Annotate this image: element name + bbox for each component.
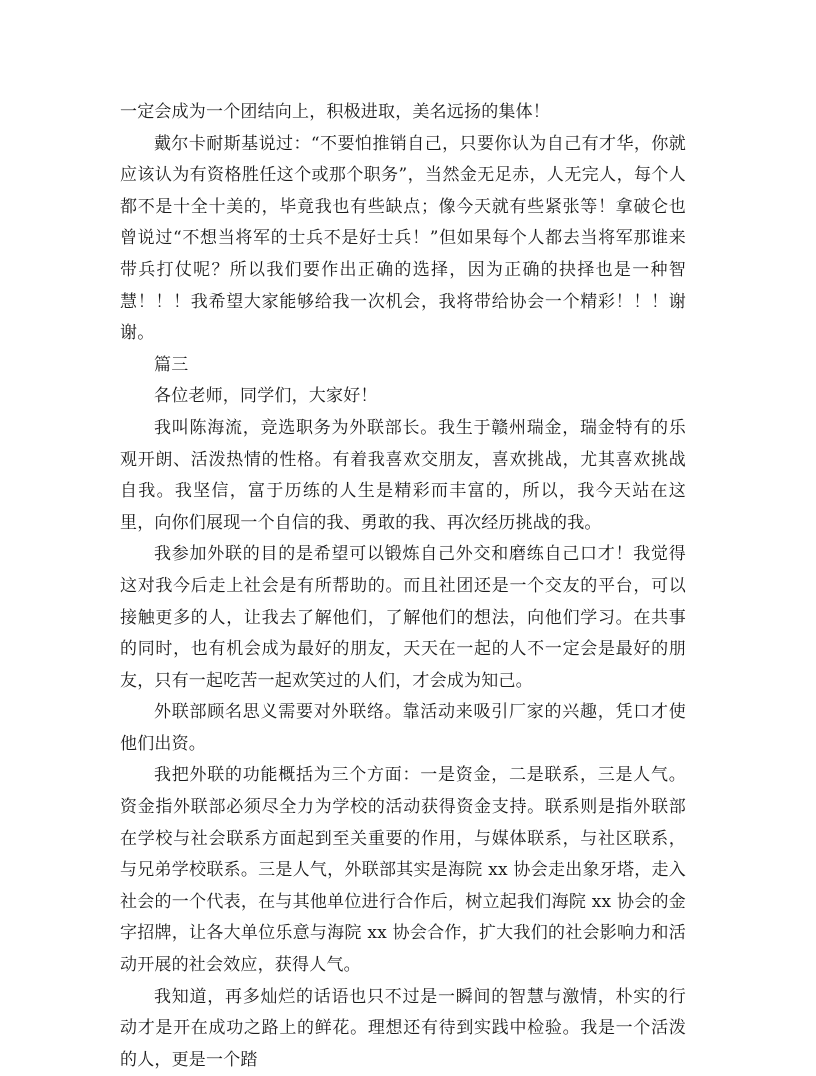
paragraph-closing: 我知道，再多灿烂的话语也只不过是一瞬间的智慧与激情，朴实的行动才是开在成功之路上的鲜花。理想还有待到实践中检验。我是一个活泼的人，更是一个踏	[120, 986, 686, 1070]
paragraph-greeting: 各位老师，同学们，大家好！	[154, 386, 378, 407]
paragraph-continuation: 一定会成为一个团结向上，积极进取，美名远扬的集体！	[120, 102, 550, 122]
paragraph-definition: 外联部顾名思义需要对外联络。靠活动来吸引厂家的兴趣，凭口才使他们出资。	[120, 702, 686, 754]
paragraph-carnegie-quote: 戴尔卡耐斯基说过：“不要怕推销自己，只要你认为自己有才华，你就应该认为有资格胜任这个或那个职务”，当然金无足赤，人无完人，每个人都不是十全十美的，毕竟我也有些缺点；像今天就有些紧张等！拿破仑也曾说过“不想当将军的士兵不是好士兵！”但如果每个人都去当将军那谁来带兵打仗呢？所以我们要作出正确的选择，因为正确的抉择也是一种智慧！！！我希望大家能够给我一次机会，我将带给协会一个精彩！！！谢谢。	[120, 133, 686, 344]
paragraph-three-functions: 我把外联的功能概括为三个方面：一是资金，二是联系，三是人气。资金指外联部必须尽全力为学校的活动获得资金支持。联系则是指外联部在学校与社会联系方面起到至关重要的作用，与媒体联系，与社区联系，与兄弟学校联系。三是人气，外联部其实是海院 xx 协会走出象牙塔，走入社会的一个代表，在与其他单位进行合作后，树立起我们海院 xx 协会的金字招牌，让各大单位乐意与海院 xx 协会合作，扩大我们的社会影响力和活动开展的社会效应，获得人气。	[120, 765, 686, 976]
paragraph-self-introduction: 我叫陈海流，竞选职务为外联部长。我生于赣州瑞金，瑞金特有的乐观开朗、活泼热情的性格。有着我喜欢交朋友，喜欢挑战，尤其喜欢挑战自我。我坚信，富于历练的人生是精彩而丰富的，所以，我今天站在这里，向你们展现一个自信的我、勇敢的我、再次经历挑战的我。	[120, 417, 686, 533]
paragraph-purpose: 我参加外联的目的是希望可以锻炼自己外交和磨练自己口才！我觉得这对我今后走上社会是有所帮助的。而且社团还是一个交友的平台，可以接触更多的人，让我去了解他们，了解他们的想法，向他们学习。在共事的同时，也有机会成为最好的朋友，天天在一起的人不一定会是最好的朋友，只有一起吃苦一起欢笑过的人们，才会成为知己。	[120, 544, 686, 691]
document-body	[120, 97, 686, 1076]
section-heading-part-three: 篇三	[154, 354, 189, 375]
